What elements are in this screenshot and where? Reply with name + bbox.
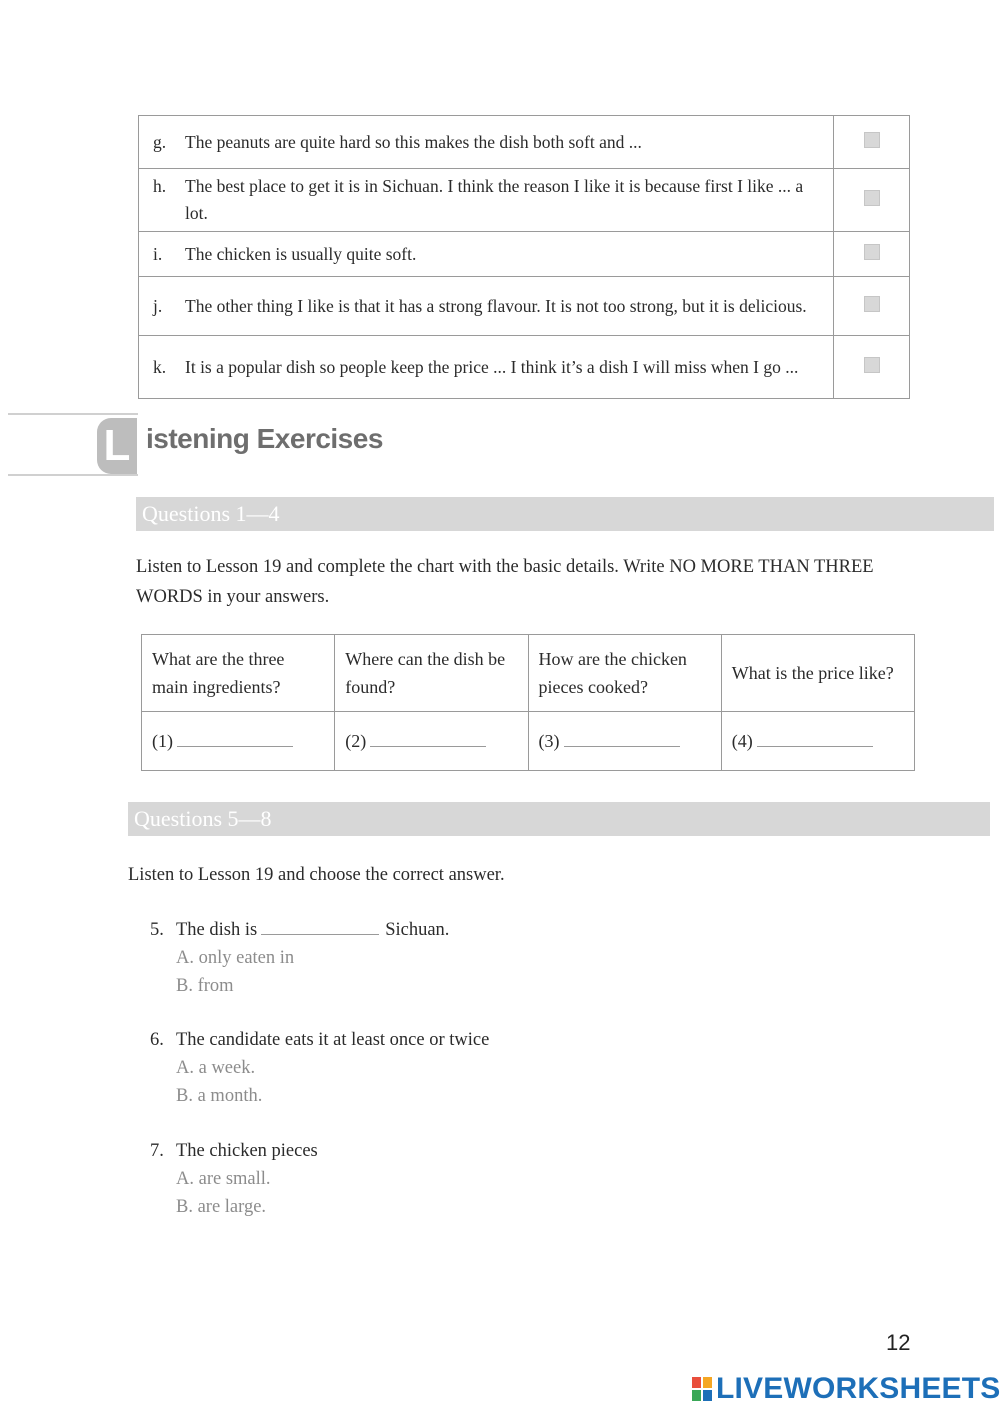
statements-table xyxy=(138,115,910,399)
question-stem: The chicken pieces xyxy=(176,1141,318,1161)
answer-chart xyxy=(141,634,915,771)
statement-text: The best place to get it is in Sichuan. I think the reason I like it is because first I like ... a lot. xyxy=(185,176,804,223)
answer-cell xyxy=(528,712,721,771)
statement-checkbox[interactable] xyxy=(864,190,880,206)
statement-row xyxy=(139,169,910,232)
statement-letter: j. xyxy=(153,295,163,316)
chart-header: How are the chicken pieces cooked? xyxy=(528,635,721,712)
statement-letter: i. xyxy=(153,243,163,264)
question-7 xyxy=(150,1137,318,1221)
option-b[interactable]: B. are large. xyxy=(176,1197,267,1217)
section-initial-block: L xyxy=(97,418,137,474)
statement-letter: g. xyxy=(153,131,167,152)
question-number: 6. xyxy=(150,1030,164,1050)
statement-checkbox[interactable] xyxy=(864,357,880,373)
statement-text: The other thing I like is that it has a strong flavour. It is not too strong, but it is delicious. xyxy=(185,295,807,316)
section-title: istening Exercises xyxy=(146,423,383,454)
option-b[interactable]: B. a month. xyxy=(176,1086,263,1106)
option-a[interactable]: A. only eaten in xyxy=(176,948,295,968)
answer-blank[interactable] xyxy=(370,734,486,747)
statement-text: The peanuts are quite hard so this makes the dish both soft and ... xyxy=(185,131,642,152)
question-stem: The candidate eats it at least once or twice xyxy=(176,1030,490,1050)
logo-text: LIVEWORKSHEETS xyxy=(716,1372,1000,1405)
chart-header: What is the price like? xyxy=(721,635,914,712)
option-a[interactable]: A. a week. xyxy=(176,1058,256,1078)
question-6 xyxy=(150,1026,489,1110)
answer-blank[interactable] xyxy=(757,734,873,747)
answer-number: (2) xyxy=(345,731,367,751)
chart-header: Where can the dish be found? xyxy=(335,635,528,712)
liveworksheets-logo xyxy=(692,1372,1000,1406)
questions-5-8-bar: Questions 5—8 xyxy=(128,802,990,836)
statement-row xyxy=(139,116,910,169)
option-a[interactable]: A. are small. xyxy=(176,1169,271,1189)
statement-letter: h. xyxy=(153,176,167,196)
question-stem: The dish is xyxy=(176,920,258,940)
page-number: 12 xyxy=(886,1330,911,1355)
question-number: 7. xyxy=(150,1141,164,1161)
answer-number: (1) xyxy=(152,731,173,751)
questions-1-4-bar: Questions 1—4 xyxy=(136,497,994,531)
answer-blank[interactable] xyxy=(564,734,680,747)
answer-cell xyxy=(721,712,914,771)
statement-text: It is a popular dish so people keep the price ... I think it’s a dish I will miss when I go ... xyxy=(185,356,799,377)
chart-header-row xyxy=(142,635,915,712)
answer-cell xyxy=(142,712,335,771)
section-divider xyxy=(8,474,138,476)
section-divider xyxy=(8,413,138,415)
statement-letter: k. xyxy=(153,356,167,377)
statement-text: The chicken is usually quite soft. xyxy=(185,243,417,264)
question-number: 5. xyxy=(150,920,164,940)
answer-number: (4) xyxy=(731,731,753,751)
answer-blank[interactable] xyxy=(177,734,293,747)
option-b[interactable]: B. from xyxy=(176,976,234,996)
question-blank xyxy=(261,918,379,935)
statement-checkbox[interactable] xyxy=(864,132,880,148)
question-stem-end: Sichuan. xyxy=(385,920,450,940)
chart-header: What are the three main ingredients? xyxy=(142,635,335,712)
questions-5-8-instruction: Listen to Lesson 19 and choose the correct answer. xyxy=(128,865,505,885)
chart-answer-row xyxy=(142,712,915,771)
answer-number: (3) xyxy=(538,731,560,751)
statement-row xyxy=(139,232,910,277)
statement-row xyxy=(139,336,910,399)
question-5 xyxy=(150,916,449,1000)
statement-checkbox[interactable] xyxy=(864,296,880,312)
liveworksheets-logo-icon xyxy=(692,1377,712,1401)
answer-cell xyxy=(335,712,528,771)
statement-checkbox[interactable] xyxy=(864,244,880,260)
questions-1-4-instruction: Listen to Lesson 19 and complete the chart with the basic details. Write NO MORE THAN THREE WORDS in your answers. xyxy=(136,557,874,607)
statement-row xyxy=(139,277,910,336)
